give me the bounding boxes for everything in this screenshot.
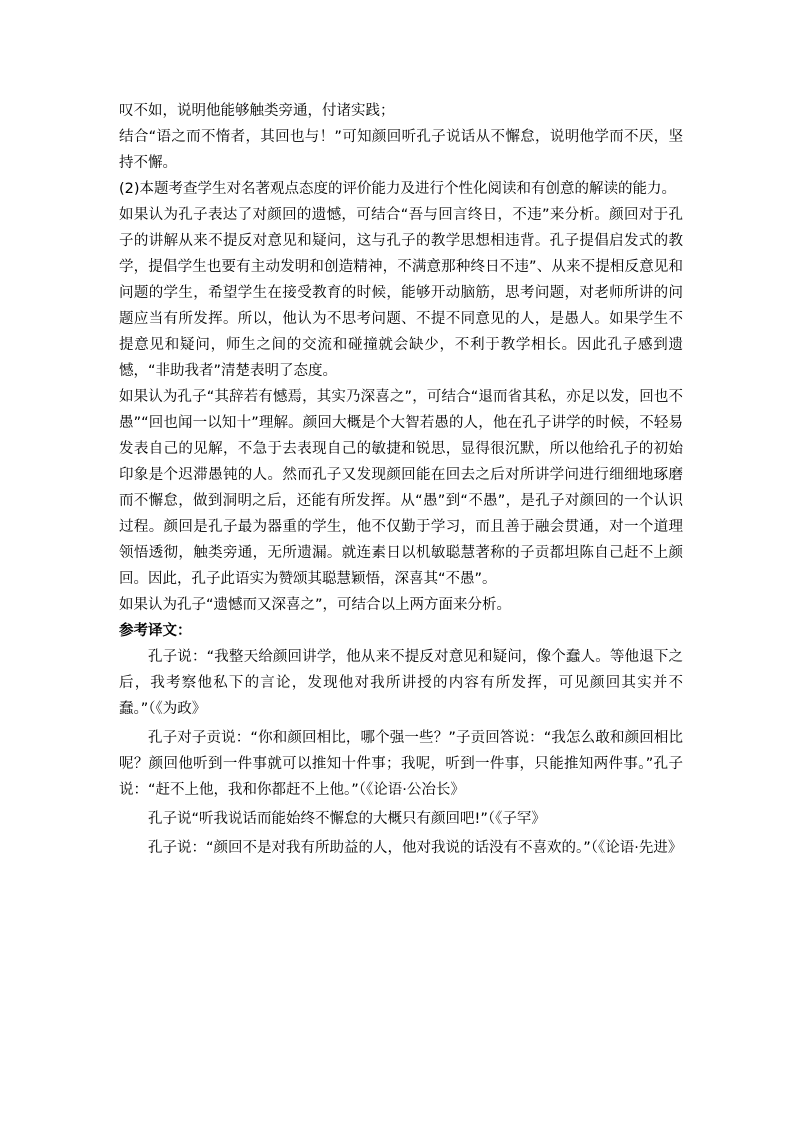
paragraph-view-both: 如果认为孔子“遗憾而又深喜之”，可结合以上两方面来分析。 xyxy=(119,597,512,613)
translation-paragraph-zihan: 孔子说“听我说话而能始终不懈怠的大概只有颜回吧!”（《子罕》 xyxy=(148,811,546,827)
translation-paragraph-xianjin: 孔子说：“颜回不是对我有所助益的人，他对我说的话没有不喜欢的。”（《论语·先进》 xyxy=(148,840,683,856)
translation-paragraph-gongyechang: 孔子对子贡说：“你和颜回相比，哪个强一些？”子贡回答说：“我怎么敢和颜回相比呢？颜回他听到一件事就可以推知十件事；我呢，听到一件事，只能推知两件事。”孔子说：“赶不上他，我和你都赶不上他。”（《论语·公冶长》 xyxy=(119,730,683,798)
paragraph-view-regret: 如果认为孔子表达了对颜回的遗憾，可结合“吾与回言终日，不违”来分析。颜回对于孔子的讲解从来不提反对意见和疑问，这与孔子的教学思想相违背。孔子提倡启发式的教学，提倡学生也要有主动发明和创造精神，不满意那种终日不违”、从来不提相反意见和问题的学生，希望学生在接受教育的时候，能够开动脑筋，思考问题，对老师所讲的问题应当有所发挥。所以，他认为不思考问题、不提不同意见的人，是愚人。如果学生不提意见和疑问，师生之间的交流和碰撞就会缺少，不利于教学相长。因此孔子感到遗憾，“非助我者”清楚表明了态度。 xyxy=(119,207,683,379)
document-body xyxy=(119,98,683,861)
paragraph-analysis-end: 叹不如，说明他能够触类旁通，付诸实践； xyxy=(119,103,395,119)
paragraph-view-delight: 如果认为孔子“其辞若有憾焉，其实乃深喜之”，可结合“退而省其私，亦足以发，回也不愚”“回也闻一以知十”理解。颜回大概是个大智若愚的人，他在孔子讲学的时候，不轻易发表自己的见解，不急于去表现自己的敏捷和锐思，显得很沉默，所以他给孔子的初始印象是个迟滞愚钝的人。然而孔子又发现颜回能在回去之后对所讲学问进行细细地琢磨而不懈怠，做到洞明之后，还能有所发挥。从“愚”到“不愚”，是孔子对颜回的一个认识过程。颜回是孔子最为器重的学生，他不仅勤于学习，而且善于融会贯通，对一个道理领悟透彻，触类旁通，无所遗漏。就连素日以机敏聪慧著称的子贡都坦陈自己赶不上颜回。因此，孔子此语实为赞颂其聪慧颖悟，深喜其“不愚”。 xyxy=(119,389,683,587)
paragraph-analysis-diligence: 结合“语之而不惰者，其回也与！”可知颜回听孔子说话从不懈怠，说明他学而不厌，坚持不懈。 xyxy=(119,129,683,171)
paragraph-question-2: (2)本题考查学生对名著观点态度的评价能力及进行个性化阅读和有创意的解读的能力。 xyxy=(119,181,677,197)
reference-translation-heading: 参考译文： xyxy=(119,623,192,639)
translation-paragraph-weizheng: 孔子说：“我整天给颜回讲学，他从来不提反对意见和疑问，像个蠢人。等他退下之后，我考察他私下的言论，发现他对我所讲授的内容有所发挥，可见颜回其实并不蠢。”（《为政》 xyxy=(119,649,683,717)
